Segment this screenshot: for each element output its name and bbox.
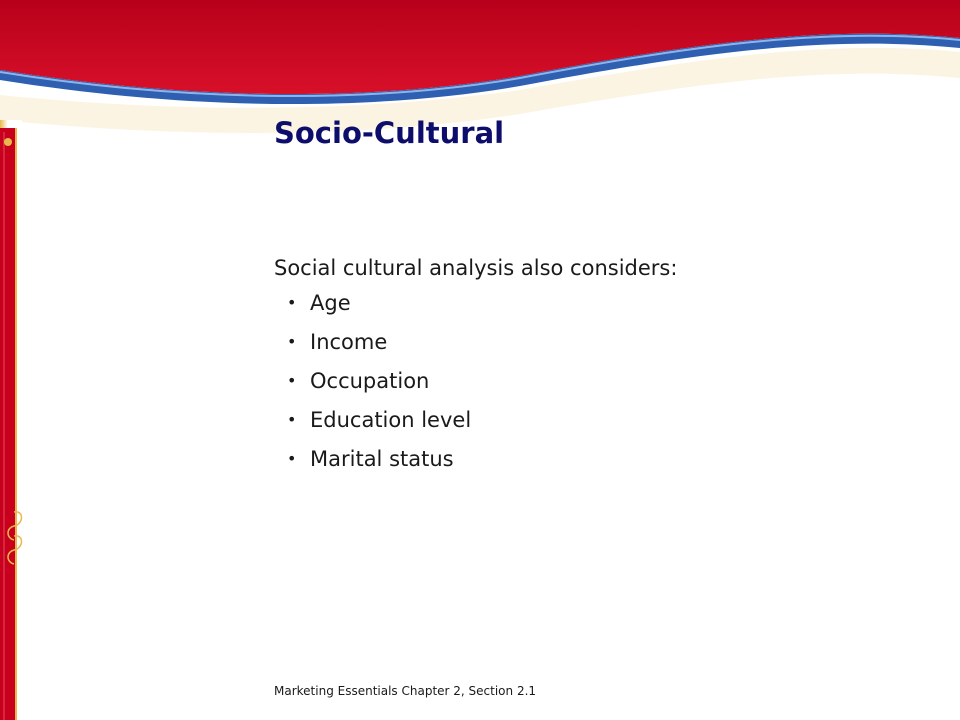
bullet-list [274, 289, 914, 484]
bullet-label: Age [310, 291, 351, 315]
bullet-label: Occupation [310, 369, 430, 393]
bullet-label: Income [310, 330, 388, 354]
bullet-icon: • [287, 449, 297, 468]
slide-footer: Marketing Essentials Chapter 2, Section 2.1 [274, 684, 537, 698]
left-ribbon [0, 128, 16, 720]
bullet-label: Marital status [310, 447, 454, 471]
bullet-icon: • [287, 293, 297, 312]
slide-title: Socio-Cultural [274, 116, 505, 150]
bullet-icon: • [287, 332, 297, 351]
bullet-icon: • [287, 371, 297, 390]
header-banner [0, 0, 960, 94]
bullet-label: Education level [310, 408, 472, 432]
bullet-item-income [287, 328, 914, 367]
bullet-item-marital-status [287, 445, 914, 484]
bullet-item-occupation [287, 367, 914, 406]
ribbon-ornament [4, 138, 12, 146]
slide-body [274, 253, 914, 484]
bullet-item-education-level [287, 406, 914, 445]
bullet-item-age [287, 289, 914, 328]
intro-text: Social cultural analysis also considers: [274, 256, 678, 280]
bullet-icon: • [287, 410, 297, 429]
